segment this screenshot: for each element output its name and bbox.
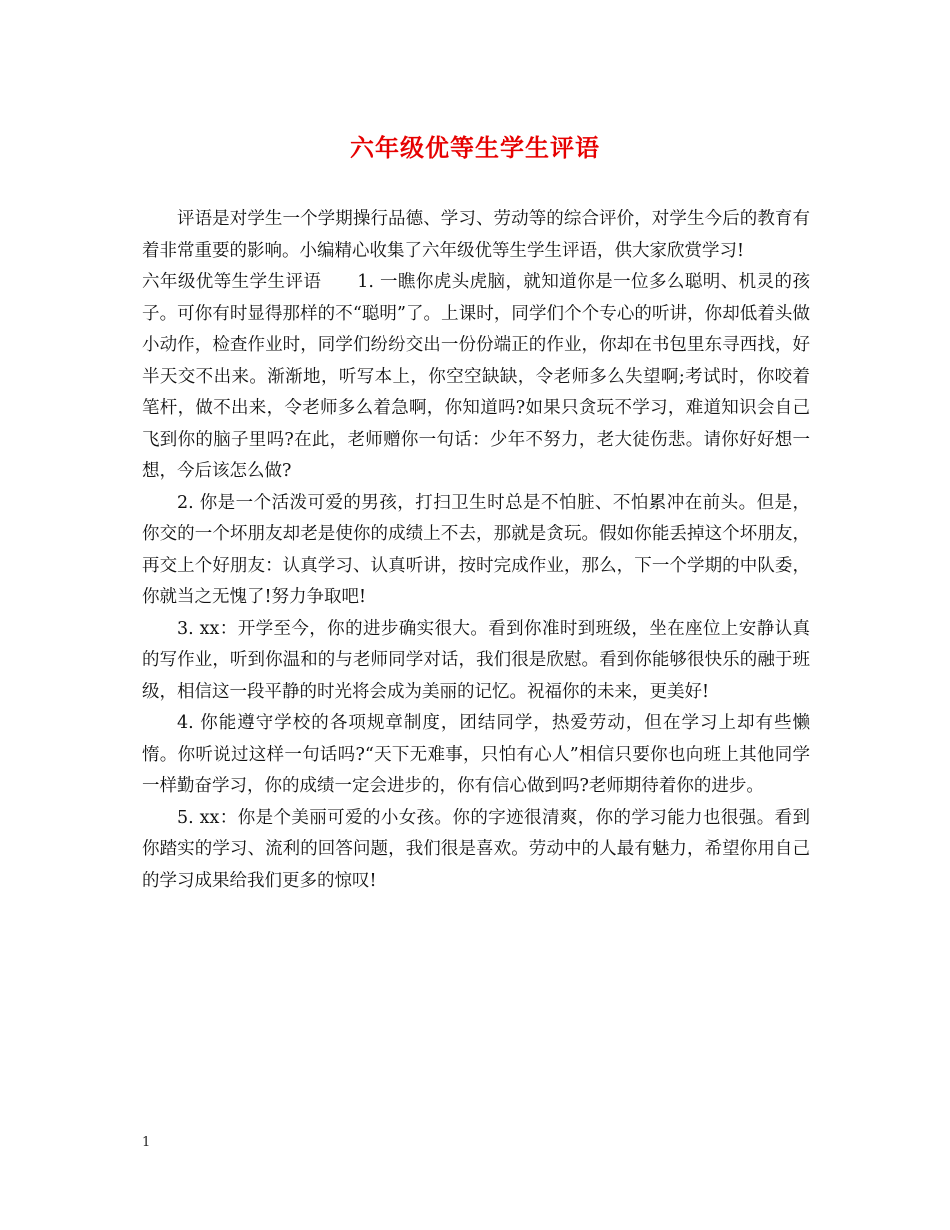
comment-paragraph-1: 六年级优等生学生评语 1. 一瞧你虎头虎脑，就知道你是一位多么聪明、机灵的孩子。可你有时显得那样的不“聪明”了。上课时，同学们个个专心的听讲，你却低着头做小动作，检查作业时，同学们纷纷交出一份份端正的作业，你却在书包里东寻西找，好半天交不出来。渐渐地，听写本上，你空空缺缺，令老师多么失望啊;考试时，你咬着笔杆，做不出来，令老师多么着急啊，你知道吗?如果只贪玩不学习，难道知识会自己飞到你的脑子里吗?在此，老师赠你一句话：少年不努力，老大徒伤悲。请你好好想一想，今后该怎么做? — [142, 272, 810, 481]
intro-paragraph: 评语是对学生一个学期操行品德、学习、劳动等的综合评价，对学生今后的教育有着非常重要的影响。小编精心收集了六年级优等生学生评语，供大家欣赏学习! — [142, 209, 810, 261]
document-body — [142, 204, 810, 897]
comment-paragraph-3: 3. xx：开学至今，你的进步确实很大。看到你准时到班级，坐在座位上安静认真的写作业，听到你温和的与老师同学对话，我们很是欣慰。看到你能够很快乐的融于班级，相信这一段平静的时光将会成为美丽的记忆。祝福你的未来，更美好! — [142, 618, 810, 702]
comment-paragraph-4: 4. 你能遵守学校的各项规章制度，团结同学，热爱劳动，但在学习上却有些懒惰。你听说过这样一句话吗?“天下无难事，只怕有心人”相信只要你也向班上其他同学一样勤奋学习，你的成绩一定会进步的，你有信心做到吗?老师期待着你的进步。 — [142, 713, 810, 796]
comment-paragraph-2: 2. 你是一个活泼可爱的男孩，打扫卫生时总是不怕脏、不怕累冲在前头。但是，你交的一个坏朋友却老是使你的成绩上不去，那就是贪玩。假如你能丢掉这个坏朋友，再交上个好朋友：认真学习、认真听讲，按时完成作业，那么，下一个学期的中队委，你就当之无愧了!努力争取吧! — [142, 492, 810, 607]
comment-paragraph-5: 5. xx：你是个美丽可爱的小女孩。你的字迹很清爽，你的学习能力也很强。看到你踏实的学习、流利的回答问题，我们很是喜欢。劳动中的人最有魅力，希望你用自己的学习成果给我们更多的惊叹! — [142, 807, 810, 891]
document-title: 六年级优等生学生评语 — [350, 133, 600, 162]
page-number: 1 — [142, 1135, 151, 1150]
